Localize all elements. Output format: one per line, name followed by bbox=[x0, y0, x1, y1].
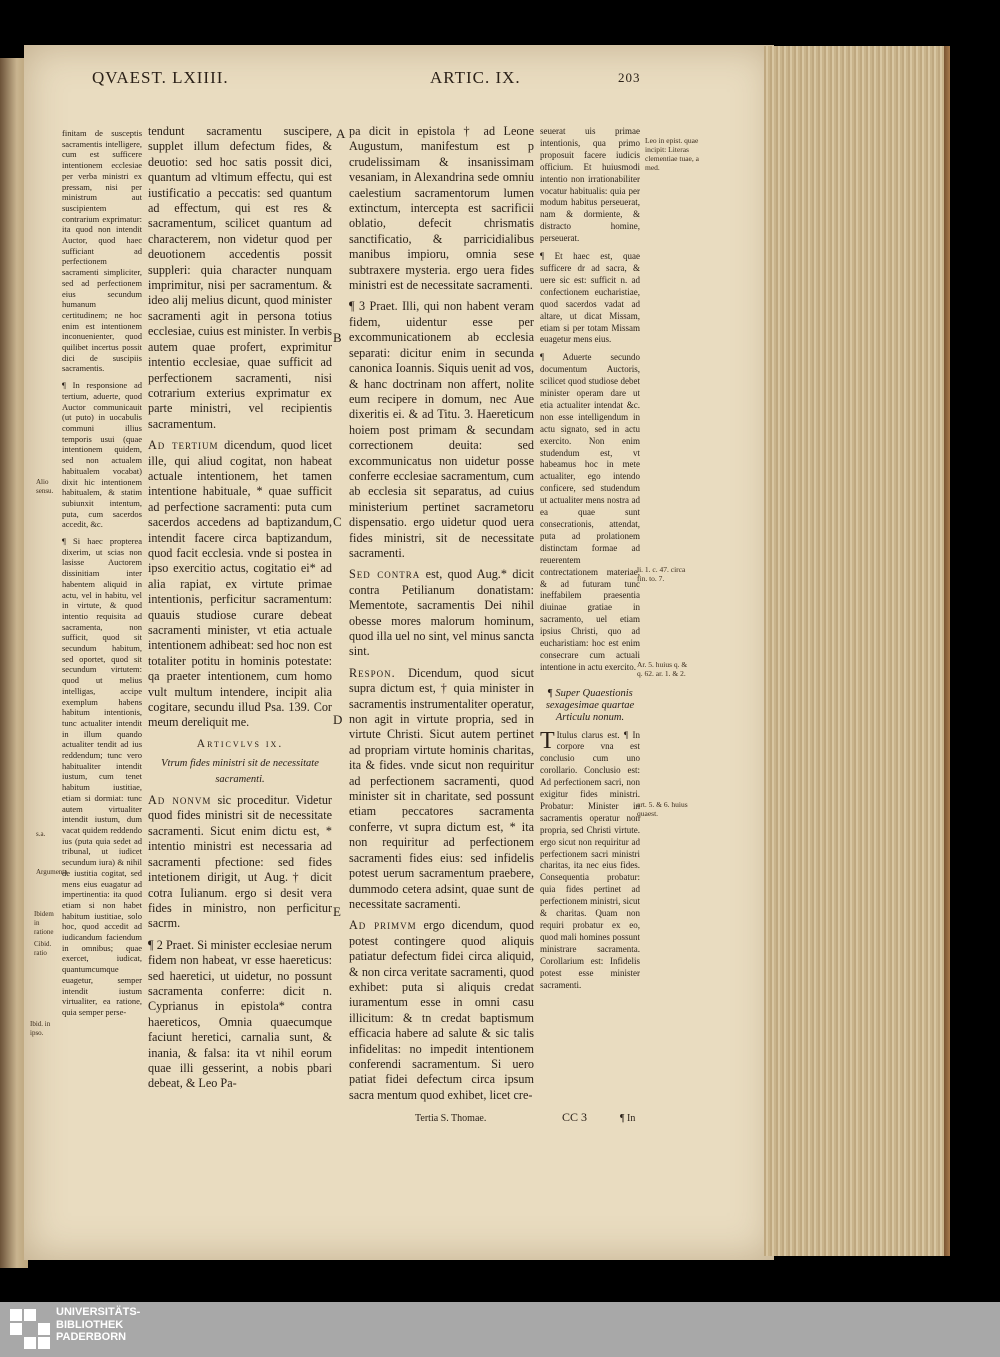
paragraph bbox=[148, 438, 332, 731]
paragraph: pa dicit in epistola † ad Leone Augustum, manifestum est p crudelissimam & insanissimam vesaniam, in Alexandrina sede omniu caelestium sacramentorum lumen extinctum, intercepta est sacrificii oblatio, defecit chrismatis sanctificatio, & parricidialibus manibus impioru, omnia sese subtraxere mysteria. ergo uera fides ministri est de necessitate sacramenti. bbox=[349, 124, 534, 293]
gloss-left-p2: ¶ In responsione ad tertium, aduerte, quod Auctor communicauit (ut puto) in uocabulis communi illius temporis usui (quae intentionem quidem, sed non actualem habitualem vocabat) dixit hic intentionem habitualem, & statim subiunxit intentum, puta, cum sacerdos accedit, &c. bbox=[62, 380, 142, 530]
library-logo-icon bbox=[8, 1307, 52, 1351]
drop-cap: T bbox=[540, 727, 555, 754]
gloss-left-p1: finitam de susceptis sacramentis intelligere, cum est sufficere intentionem ecclesiae per verba ministri ex pressam, nisi per ministrum aut suscipientem contrarium exprimatur: ita quod non intendit Auctor, quod haec sufficiant ad perfectionem sacramenti simpliciter, sed ad perfectionem eius secundum humanum certitudinem; ne hoc enim est intentionem inconuenienter, quod quilibet incertus possit dici de suscipiis sacramentis. bbox=[62, 128, 142, 374]
gloss-right-column bbox=[540, 126, 640, 997]
margin-letter-c: C bbox=[333, 514, 342, 529]
library-line-3: PADERBORN bbox=[56, 1331, 127, 1343]
gloss-left-column bbox=[62, 128, 142, 1024]
main-right-column bbox=[349, 124, 534, 1109]
paragraph: tendunt sacramentu suscipere, supplet illum defectum fides, & deuotio: sed hoc satis possit dici, quantum ad vltimum effectu, qui est iustificatio a peccatis: sed quantum ad effectum, qui est res & sacramentum, scilicet quantum ad characterem, non videtur quod per deuotionem accedentis possit suppleri: quia character nunquam imprimitur, nisi per sacramentum. & ideo alij melius dicunt, quod minister sacramenti agit in persona totius ecclesiae, cuius est minister. In verbis autem quae profert, exprimitur intentio ecclesiae, quae sufficit ad perfectionem sacramenti, nisi cotrarium exterius exprimatur ex parte ministri, vel recipientis sacramentum. bbox=[148, 124, 332, 431]
right-side-note-4: art. 5. & 6. huius quaest. bbox=[637, 800, 688, 818]
gloss-paragraph: ¶ Aduerte secundo documentum Auctoris, scilicet quod studiose debet minister operam dare ut etia actualiter intendat &c. non esse intelligendum in actu signato, sed in actu exercito. Non enim studendum est, vt habeamus hoc in mete actualiter, ego intendo conficere, sed studendum ut actualiter mens nostra ad ea quae sunt consecrationis, attendat, puta ad prolationem distinctam formae ad reuerentem contrectationem materiae, & ad futuram tunc ineffabilem praesentia diuinae gratiae in sacramento, uel etiam ipsius Christi, quo ad eucharistiam: hoc est enim consecrare cum actuali intentione in actu exercito. bbox=[540, 352, 640, 672]
margin-letter-e: E bbox=[333, 904, 341, 919]
paragraph-lead: Respon. bbox=[349, 665, 396, 680]
page-number: 203 bbox=[618, 70, 641, 85]
margin-note: s.a. bbox=[36, 830, 46, 838]
main-left-column bbox=[148, 124, 332, 1098]
library-line-2: BIBLIOTHEK bbox=[56, 1318, 124, 1331]
gloss-paragraph bbox=[540, 727, 640, 992]
paragraph: ¶ 2 Praet. Si minister ecclesiae nerum fidem non habeat, vr esse haereticus: sed haeretici, ut uidetur, no possunt sacramenta conferre: dicit n. Cyprianus in epistola* contra haereticos, Omnia quaecumque faciunt heretici, carnalia sunt, & inania, & falsa: ita vt nihil eorum quae illi gesserint, a nobis pbari debeat, & Leo Pa- bbox=[148, 937, 332, 1091]
paragraph-text: sic proceditur. Videtur quod fides ministri sit de necessitate sacramenti. Sicut enim dictu est, * intentio ministri est necessaria ad sacramenti pfectione: sed fides intetionem dirigit, ut Aug.† dicit cotra Iulianum. ergo si desit vera fides in ministro, non perficitur sacrm. bbox=[148, 793, 332, 931]
paragraph-lead: Sed contra bbox=[349, 567, 421, 582]
article-question: Vtrum fides ministri sit de necessitate sacramenti. bbox=[161, 758, 319, 785]
paragraph-text: dicendum, quod licet ille, qui aliud cogitat, non habeat actuale intentionem, het tamen intentione habituale, * quae sufficit ad perfectione sacramenti: puta cum sacerdos accedens ad baptizandum, intendit facere circa baptizandum, quod facit ecclesia. vnde si postea in ipso exercitio actus, cogitatio ei* ad alia rapiat, ex virtute primae intentionis, perficitur sacramentum: quauis studiose curare debeat sacramenti minister, vt etia actuale intentionem adhibeat: sed hoc non est totaliter potitu in hominis potestate: qa praeter intentionem, cum homo vult multum intendere, incipit alia cogitare, secundu illud Psa. 139. Cor meum dereliquit me. bbox=[148, 438, 332, 730]
running-head-right: ARTIC. IX. bbox=[430, 68, 521, 87]
footer-catchword: ¶ In bbox=[620, 1113, 636, 1124]
fore-edge bbox=[764, 46, 950, 1256]
paragraph bbox=[349, 918, 534, 1103]
gloss-text: Itulus clarus est. ¶ In corpore vna est conclusio cum uno corollario. Conclusio est: Ad perfectionem sacri, non exigitur fides ministri. Probatur: Minister in sacramentis operatur non propria, sed Christi virtute. ergo sicut non requiritur ad perfectionem sacri ministri charitas, ita nec eius fides. Consequentia probatur: quia fides pertinet ad perfectionem ministri, sicut & charitas. Quam non requiri probatur ex eo, quod mali homines possunt ministrare sacramenta. Corollarium est: Infidelis potest esse minister sacramenti. bbox=[540, 729, 640, 990]
paragraph-lead: Ad primvm bbox=[349, 918, 417, 933]
paragraph-text: est, quod Aug.* dicit contra Petilianum donatistam: Mementote, sacramentis Dei nihil obesse mores malorum hominum, quod illa uel no sint, vel minus sancta sint. bbox=[349, 567, 535, 659]
right-side-note-1: Leo in epist. quae incipit: Literas clementiae tuae, a med. bbox=[645, 136, 699, 172]
margin-letter-b: B bbox=[333, 330, 342, 345]
right-side-note-3: Ar. 5. huius q. & q. 62. ar. 1. & 2. bbox=[637, 660, 688, 678]
paragraph-lead: Ad tertium bbox=[148, 438, 219, 453]
margin-note: Ibidem in ratione bbox=[34, 910, 54, 936]
right-side-note-2: li. 1. c. 47. circa fin. to. 7. bbox=[637, 565, 686, 583]
margin-note: Argumenta bbox=[36, 868, 68, 876]
margin-note: Cibid. ratio bbox=[34, 940, 52, 957]
margin-note: Alio sensu. bbox=[36, 478, 54, 495]
paragraph-lead: Ad nonvm bbox=[148, 793, 212, 808]
library-line-1: UNIVERSITÄTS- bbox=[56, 1306, 141, 1318]
margin-letter-d: D bbox=[333, 712, 343, 727]
margin-letter-a: A bbox=[336, 126, 346, 141]
library-bar bbox=[0, 1302, 1000, 1357]
paragraph: ¶ 3 Praet. Illi, qui non habent veram fidem, uidentur esse per excommunicationem ab ecclesia separati: dicitur enim in secunda canonica Ioannis. Siquis uenit ad vos, & hanc doctrinam non affert, nolite eum recipere in domum, nec Aue dixeritis ei. & ad Titu. 3. Haereticum hoiem post primam & secundam correctionem deuita: sed excommunicatus non uidetur posse conferre ecclesiae sacramentum, cum ab ecclesia sit separatus, ad cuius ministerium pertinet sacrametoru dispensatio. ergo uidetur quod uera fides ministri, sit de necessitate sacramenti. bbox=[349, 299, 534, 560]
library-name bbox=[56, 1306, 140, 1344]
running-head-left: QVAEST. LXIIII. bbox=[92, 68, 229, 87]
article-heading: Articvlvs ix. bbox=[196, 737, 284, 750]
footer-signature: Tertia S. Thomae. bbox=[415, 1113, 487, 1124]
paragraph-text: Dicendum, quod sicut supra dictum est, † quia minister in sacramentis instrumentaliter operatur, non agit in virtute propria, sed in virtute Christi. Sicut autem pertinet ad propriam virtute hominis charitas, ita & fides. vnde sicut non requiritur ad perfectionem sacramenti, quod minister sit in charitate, sed possunt etiam peccatores sacramenta conferre, vt supra dictum est, * ita non requiritur ad perfectionem sacramenti fides eius: sed infidelis potest uerum sacramentum praebere, dummodo cetera adsint, quae sunt de necessitate sacramenti. bbox=[349, 665, 534, 911]
gloss-paragraph: seuerat uis primae intentionis, qua primo proposuit facere iudicis officium. Et huiusmodi intentio non irrationabiliter vocatur habitualis: quia per modum habitus perseuerat, nam & dormiente, & distracto homine, perseuerat. bbox=[540, 126, 640, 244]
gloss-left-p3: ¶ Si haec propterea dixerim, ut scias non lasisse Auctorem dissinitiam inter habentem aliquid in actu, vel in habitu, vel in virtute, & quod intentio requisita ad sacramenta, non sufficit, quod sit secundum habitum, sed oportet, quod sit secundum virtutem: quod ut melius intelligas, accipe exemplum habens habitum intentionis, tunc actualiter intendit in illum quando actualiter tendit ad ius reddendum; tunc vero habitualiter intendit iustum, cum tenet habitum iustitiae, etiam si dormiat: tunc autem virtualiter intendit iustum, dum vacat quidem reddendo ius (puta quia sedet ad tribunal, ut iudicet secundum iura) & nihil de iustitia cogitat, sed mens eius euagatur ad impertinentia: ita quod etiam si non habet habitum iustitiae, solo hoc, quod accedit ad iudicandum faciendum in omnibus; quae exercet, iudicat, quantumcumque euagetur, semper intendit iustum virtualiter, ea ratione, quia semper perse- bbox=[62, 536, 142, 1017]
paragraph bbox=[349, 666, 534, 913]
paragraph-text: ergo dicendum, quod potest contingere quod aliquis patiatur defectum fidei circa aliquid, & non circa veritate sacramenti, quod exhibet: puta si aliquis credat iuramentum esse in omni casu illicitum: & tn credat baptismum efficacia habere ad salute & sic talis infidelitas: no impedit intentionem conferendi sacramentum. Si uero patiat fidei defectum circa ipsum sacra mentum quod exhibet, licet cre- bbox=[349, 918, 535, 1102]
margin-note: Ibid. in ipso. bbox=[30, 1020, 51, 1037]
paragraph bbox=[148, 793, 332, 932]
gloss-paragraph: ¶ Et haec est, quae sufficere dr ad sacra, & uere sic est: sufficit n. ad confectionem eucharistiae, quod sacerdos vadat ad altare, ut dicat Missam, etiam si per totam Missam euagetur mens eius. bbox=[540, 251, 640, 345]
commentary-heading: ¶ Super Quaestionis sexagesimae quartae Articulu nonum. bbox=[545, 687, 635, 723]
footer-gathering: CC 3 bbox=[562, 1110, 588, 1124]
paragraph bbox=[349, 567, 534, 659]
